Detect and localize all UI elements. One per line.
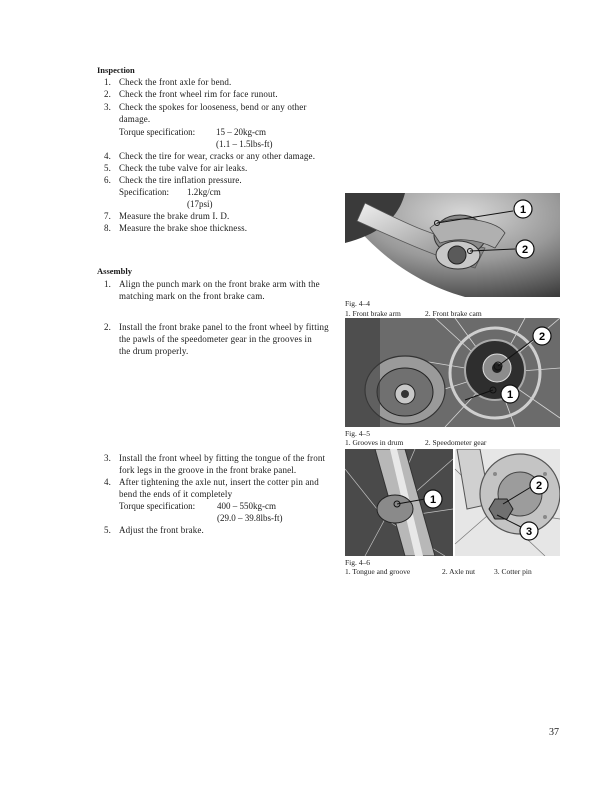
item-text: Check the tube valve for air leaks.: [119, 163, 248, 173]
item-text-line-2: damage.: [119, 114, 151, 124]
callout-1: 1: [506, 389, 514, 401]
front-brake-panel-image: [345, 193, 560, 297]
item-text: Check the front axle for bend.: [119, 77, 232, 87]
pressure-spec-value: 1.2kg/cm: [187, 187, 221, 197]
item-number: 1.: [103, 77, 111, 87]
item-number: 2.: [103, 89, 111, 99]
assembly-item-2: [97, 321, 347, 359]
item-text: Measure the brake shoe thickness.: [119, 223, 248, 233]
item-number: 5.: [103, 525, 111, 535]
item-number: 8.: [103, 223, 111, 233]
item-number: 5.: [103, 163, 111, 173]
item-text-line-2: bend the ends of it completely: [119, 489, 233, 499]
item-text: Measure the brake drum I. D.: [119, 211, 230, 221]
assembly-heading: Assembly: [97, 266, 132, 276]
figure-4-5-label: Fig. 4–5: [345, 429, 371, 438]
item-text-line-2: fork legs in the groove in the front brake panel.: [119, 465, 297, 475]
item-text-line-1: Check the spokes for looseness, bend or any other: [119, 102, 307, 112]
legend-item: 2. Axle nut: [442, 567, 476, 576]
item-text-line-3: the drum properly.: [119, 346, 189, 356]
item-text-line-2: matching mark on the front brake cam.: [119, 291, 265, 301]
item-text-line-2: the pawls of the speedometer gear in the grooves in: [119, 334, 312, 344]
callout-2: 2: [538, 331, 546, 343]
item-number: 3.: [103, 453, 111, 463]
inspection-item-3: [97, 101, 347, 127]
item-number: 4.: [103, 151, 111, 161]
legend-item: 3. Cotter pin: [494, 567, 532, 576]
inspection-item-8: [97, 222, 347, 235]
item-number: 3.: [103, 102, 111, 112]
item-text-line-1: Align the punch mark on the front brake arm with the: [119, 279, 320, 289]
assembly-item-4: [97, 476, 347, 502]
item-text-line-1: Install the front wheel by fitting the tongue of the front: [119, 453, 326, 463]
axle-torque-spec-value: 400 – 550kg-cm: [217, 501, 276, 511]
callout-2: 2: [535, 480, 543, 492]
figure-4-6-photo: [345, 449, 560, 556]
callout-1: 1: [429, 494, 437, 506]
item-number: 4.: [103, 477, 111, 487]
figure-4-4-photo: [345, 193, 560, 297]
legend-item: 2. Front brake cam: [425, 309, 482, 318]
item-text-line-1: Install the front brake panel to the front wheel by fitting: [119, 322, 329, 332]
callout-3: 3: [525, 526, 533, 538]
item-number: 6.: [103, 175, 111, 185]
callout-2: 2: [521, 244, 529, 256]
legend-item: 2. Speedometer gear: [425, 438, 487, 447]
callout-1: 1: [519, 204, 527, 216]
legend-item: 1. Tongue and groove: [345, 567, 411, 576]
pressure-spec-label: Specification:: [119, 187, 169, 197]
inspection-heading: Inspection: [97, 65, 135, 75]
item-number: 1.: [103, 279, 111, 289]
page-number: 37: [549, 727, 559, 738]
wheel-fork-axle-image: [345, 449, 560, 556]
legend-item: 1. Grooves in drum: [345, 438, 404, 447]
torque-spec-value-imperial: (1.1 – 1.5lbs-ft): [216, 139, 273, 149]
axle-torque-spec-label: Torque specification:: [119, 501, 196, 511]
figure-4-6-label: Fig. 4–6: [345, 558, 371, 567]
inspection-item-2: [97, 88, 347, 101]
figure-4-5-photo: [345, 318, 560, 427]
torque-spec-label: Torque specification:: [119, 127, 196, 137]
item-text: Check the front wheel rim for face runout.: [119, 89, 278, 99]
axle-torque-spec-value-imperial: (29.0 – 39.8lbs-ft): [217, 513, 283, 523]
figure-4-6-legend: [345, 567, 560, 577]
brake-drum-speedometer-image: [345, 318, 560, 427]
torque-spec-value: 15 – 20kg-cm: [216, 127, 266, 137]
assembly-item-5: [97, 524, 347, 537]
assembly-item-3: [97, 452, 347, 478]
figure-4-5-legend: [345, 438, 560, 448]
item-text: Check the tire for wear, cracks or any other damage.: [119, 151, 316, 161]
assembly-item-1: [97, 278, 347, 304]
pressure-spec-value-imperial: (17psi): [187, 199, 213, 209]
figure-4-4-label: Fig. 4–4: [345, 299, 371, 308]
item-text-line-1: After tightening the axle nut, insert the cotter pin and: [119, 477, 319, 487]
legend-item: 1. Front brake arm: [345, 309, 401, 318]
item-text: Check the tire inflation pressure.: [119, 175, 242, 185]
item-number: 2.: [103, 322, 111, 332]
item-text: Adjust the front brake.: [119, 525, 204, 535]
item-number: 7.: [103, 211, 111, 221]
